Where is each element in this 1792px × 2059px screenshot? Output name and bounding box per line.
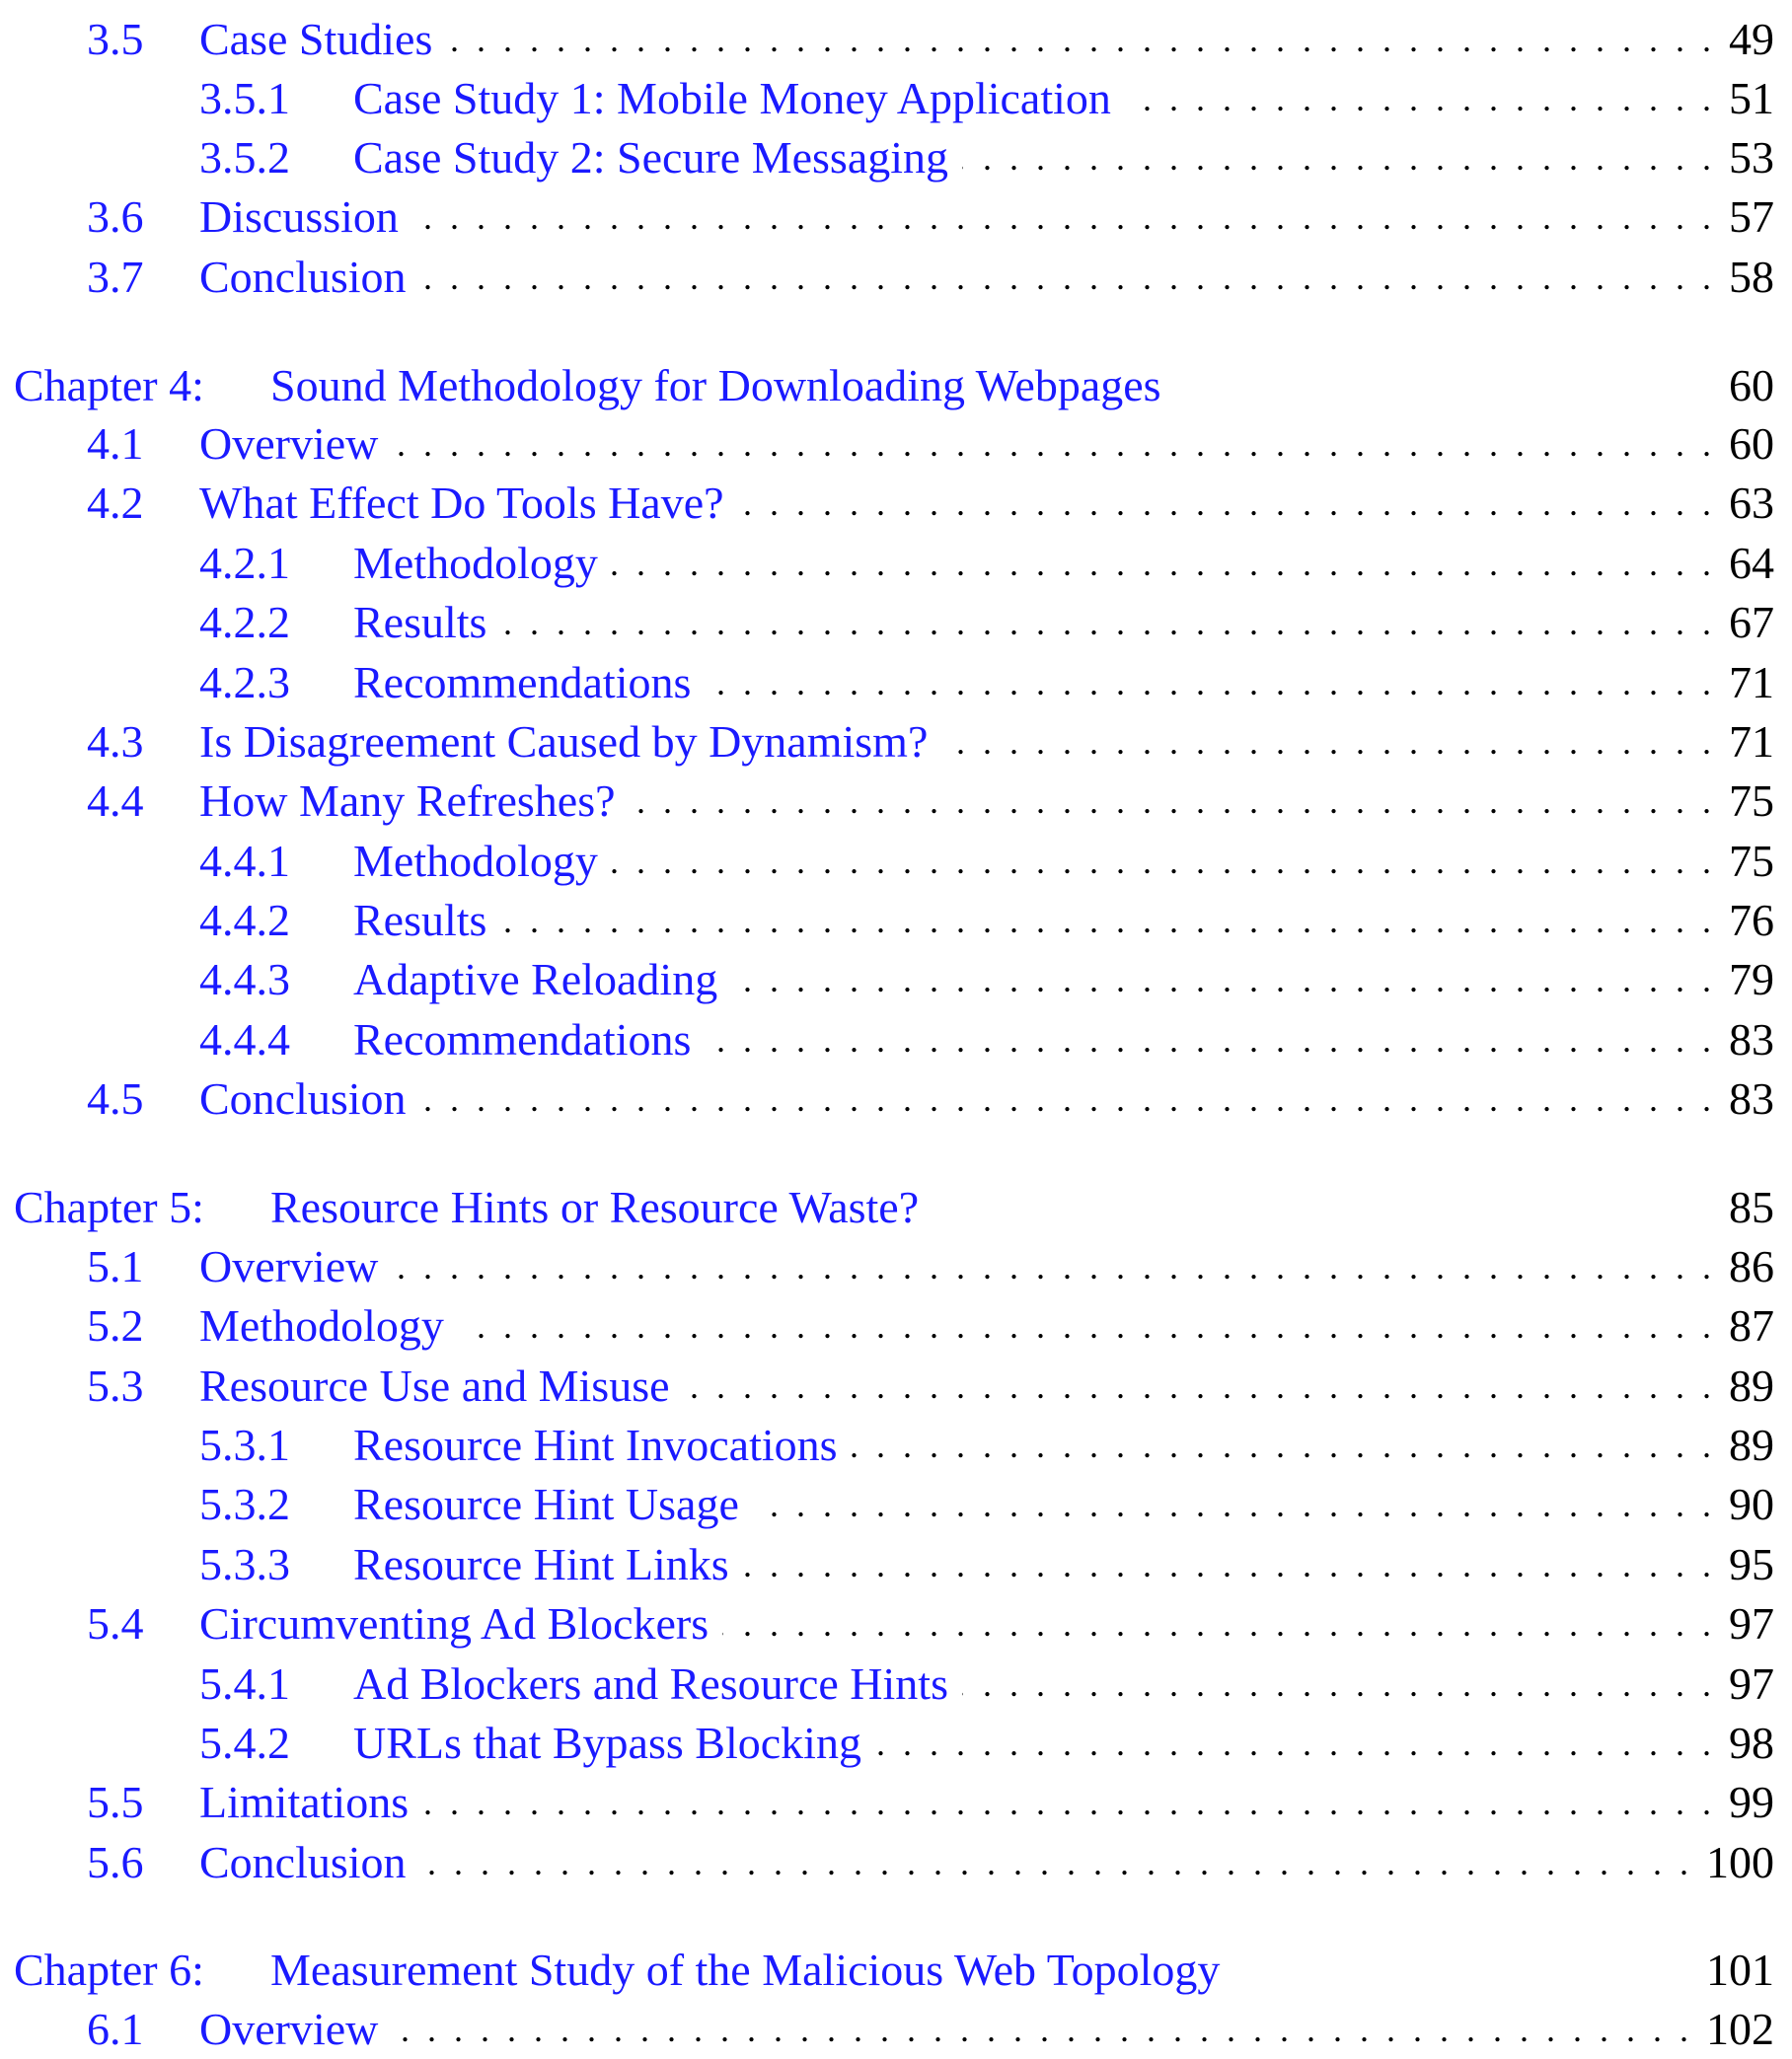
toc-entry-number[interactable]: 4.3 [87, 716, 144, 767]
dot-leader [446, 10, 1711, 69]
dot-leader [875, 1714, 1711, 1773]
toc-entry-number[interactable]: 5.5 [87, 1777, 144, 1827]
toc-entry-title[interactable]: Measurement Study of the Malicious Web Topology [270, 1945, 1221, 1995]
toc-entry-number[interactable]: 6.1 [87, 2004, 144, 2054]
toc-entry-page-number: 60 [1729, 418, 1774, 469]
toc-entry-number[interactable]: 4.2.3 [199, 657, 290, 707]
toc-section-entry[interactable] [0, 2000, 1792, 2059]
toc-section-entry[interactable] [0, 248, 1792, 307]
toc-entry-number[interactable]: 4.4.1 [199, 836, 290, 886]
toc-entry-title[interactable]: What Effect Do Tools Have? [199, 478, 724, 528]
dot-leader [422, 1773, 1711, 1832]
toc-entry-title[interactable]: Conclusion [199, 252, 407, 302]
toc-entry-number[interactable]: 4.4.2 [199, 895, 290, 945]
toc-entry-number[interactable]: 4.5 [87, 1073, 144, 1124]
toc-subsection-entry[interactable] [0, 1010, 1792, 1069]
toc-entry-page-number: 89 [1729, 1360, 1774, 1411]
dot-leader [420, 248, 1711, 307]
toc-entry-page-number: 90 [1729, 1479, 1774, 1529]
toc-entry-title[interactable]: Methodology [199, 1300, 444, 1351]
toc-subsection-entry[interactable] [0, 891, 1792, 950]
toc-subsection-entry[interactable] [0, 950, 1792, 1009]
toc-entry-page-number: 89 [1729, 1420, 1774, 1470]
toc-entry-title[interactable]: Case Study 2: Secure Messaging [353, 132, 949, 183]
toc-section-entry[interactable] [0, 1833, 1792, 1892]
toc-entry-number[interactable]: 3.7 [87, 252, 144, 302]
dot-leader [392, 1237, 1711, 1296]
toc-entry-title[interactable]: Adaptive Reloading [353, 954, 718, 1004]
dot-leader [420, 1833, 1688, 1892]
dot-leader [705, 653, 1711, 712]
toc-entry-number[interactable]: 3.5.2 [199, 132, 290, 183]
dot-leader [630, 772, 1711, 831]
toc-entry-page-number: 57 [1729, 191, 1774, 242]
toc-entry-title[interactable]: Overview [199, 2004, 379, 2054]
toc-section-entry[interactable] [0, 1773, 1792, 1832]
toc-entry-number[interactable]: 5.3 [87, 1360, 144, 1411]
toc-section-entry[interactable] [0, 712, 1792, 772]
toc-entry-number[interactable]: 5.4.2 [199, 1718, 290, 1768]
dot-leader [500, 593, 1711, 652]
toc-entry-page-number: 67 [1729, 597, 1774, 647]
dot-leader [941, 712, 1711, 772]
toc-entry-title[interactable]: Results [353, 597, 487, 647]
toc-entry-number[interactable]: 5.2 [87, 1300, 144, 1351]
dot-leader [753, 1475, 1711, 1534]
toc-subsection-entry[interactable] [0, 128, 1792, 187]
dot-leader [612, 832, 1711, 891]
dot-leader [705, 1010, 1711, 1069]
toc-entry-page-number: 49 [1729, 14, 1774, 64]
toc-entry-page-number: 79 [1729, 954, 1774, 1004]
toc-entry-number[interactable]: 5.4.1 [199, 1658, 290, 1709]
toc-entry-number[interactable]: 4.4 [87, 775, 144, 826]
dot-leader [743, 1535, 1711, 1594]
toc-subsection-entry[interactable] [0, 593, 1792, 652]
toc-entry-page-number: 83 [1729, 1014, 1774, 1065]
toc-entry-number[interactable]: 4.4.4 [199, 1014, 290, 1065]
toc-section-entry[interactable] [0, 1594, 1792, 1654]
toc-section-entry[interactable] [0, 1069, 1792, 1129]
toc-entry-page-number: 60 [1729, 360, 1774, 410]
toc-entry-number[interactable]: 3.5 [87, 14, 144, 64]
toc-entry-number[interactable]: 5.6 [87, 1837, 144, 1887]
toc-entry-number[interactable]: 4.2.2 [199, 597, 290, 647]
dot-leader [731, 950, 1711, 1009]
toc-entry-number[interactable]: 5.3.2 [199, 1479, 290, 1529]
toc-entry-title[interactable]: Circumventing Ad Blockers [199, 1598, 709, 1649]
toc-entry-page-number: 98 [1729, 1718, 1774, 1768]
toc-entry-title[interactable]: Sound Methodology for Downloading Webpages [270, 360, 1161, 410]
toc-subsection-entry[interactable] [0, 653, 1792, 712]
dot-leader [722, 1594, 1711, 1654]
dot-leader [684, 1357, 1711, 1416]
toc-entry-page-number: 75 [1729, 775, 1774, 826]
toc-entry-number[interactable]: 5.3.3 [199, 1539, 290, 1589]
toc-section-entry[interactable] [0, 772, 1792, 831]
toc-entry-page-number: 101 [1706, 1945, 1774, 1995]
toc-entry-title[interactable]: Methodology [353, 538, 598, 588]
toc-chapter-entry[interactable] [0, 1941, 1792, 2000]
toc-section-entry[interactable] [0, 474, 1792, 533]
toc-subsection-entry[interactable] [0, 1535, 1792, 1594]
toc-entry-number[interactable]: 3.5.1 [199, 73, 290, 123]
toc-entry-page-number: 97 [1729, 1598, 1774, 1649]
toc-entry-title[interactable]: Resource Hints or Resource Waste? [270, 1182, 920, 1232]
dot-leader [458, 1296, 1711, 1356]
toc-entry-page-number: 95 [1729, 1539, 1774, 1589]
toc-section-entry[interactable] [0, 1237, 1792, 1296]
toc-section-entry[interactable] [0, 10, 1792, 69]
toc-entry-number[interactable]: Chapter 5: [14, 1182, 204, 1232]
toc-entry-title[interactable]: Methodology [353, 836, 598, 886]
toc-entry-title[interactable]: Conclusion [199, 1073, 407, 1124]
toc-entry-title[interactable]: Resource Hint Usage [353, 1479, 739, 1529]
toc-entry-page-number: 51 [1729, 73, 1774, 123]
toc-entry-page-number: 99 [1729, 1777, 1774, 1827]
dot-leader [412, 187, 1711, 247]
dot-leader [1125, 69, 1711, 128]
toc-entry-page-number: 58 [1729, 252, 1774, 302]
toc-subsection-entry[interactable] [0, 534, 1792, 593]
toc-entry-title[interactable]: Conclusion [199, 1837, 407, 1887]
toc-entry-page-number: 83 [1729, 1073, 1774, 1124]
toc-entry-page-number: 102 [1706, 2004, 1774, 2054]
toc-entry-title[interactable]: Case Study 1: Mobile Money Application [353, 73, 1111, 123]
toc-entry-page-number: 100 [1706, 1837, 1774, 1887]
dot-leader [738, 474, 1711, 533]
toc-entry-page-number: 85 [1729, 1182, 1774, 1232]
toc-entry-title[interactable]: Overview [199, 1241, 379, 1291]
toc-entry-title[interactable]: Discussion [199, 191, 399, 242]
toc-entry-number[interactable]: 4.4.3 [199, 954, 290, 1004]
toc-entry-number[interactable]: 3.6 [87, 191, 144, 242]
toc-entry-number[interactable]: 4.2.1 [199, 538, 290, 588]
toc-entry-page-number: 97 [1729, 1658, 1774, 1709]
toc-entry-title[interactable]: Recommendations [353, 657, 692, 707]
toc-entry-title[interactable]: Resource Use and Misuse [199, 1360, 670, 1411]
toc-entry-page-number: 71 [1729, 716, 1774, 767]
toc-entry-page-number: 87 [1729, 1300, 1774, 1351]
dot-leader [852, 1416, 1711, 1475]
toc-section-entry[interactable] [0, 414, 1792, 474]
toc-subsection-entry[interactable] [0, 1475, 1792, 1534]
toc-entry-title[interactable]: How Many Refreshes? [199, 775, 616, 826]
dot-leader [612, 534, 1711, 593]
toc-entry-page-number: 53 [1729, 132, 1774, 183]
toc-chapter-entry[interactable] [0, 356, 1792, 415]
dot-leader [392, 2000, 1688, 2059]
toc-entry-page-number: 63 [1729, 478, 1774, 528]
toc-entry-title[interactable]: Resource Hint Links [353, 1539, 729, 1589]
toc-entry-number[interactable]: 4.2 [87, 478, 144, 528]
toc-entry-number[interactable]: 5.4 [87, 1598, 144, 1649]
toc-subsection-entry[interactable] [0, 1655, 1792, 1714]
dot-leader [962, 1655, 1711, 1714]
toc-section-entry[interactable] [0, 1296, 1792, 1356]
toc-entry-title[interactable]: Is Disagreement Caused by Dynamism? [199, 716, 929, 767]
toc-entry-title[interactable]: Overview [199, 418, 379, 469]
toc-subsection-entry[interactable] [0, 1416, 1792, 1475]
toc-section-entry[interactable] [0, 1357, 1792, 1416]
dot-leader [500, 891, 1711, 950]
toc-entry-page-number: 75 [1729, 836, 1774, 886]
toc-entry-page-number: 76 [1729, 895, 1774, 945]
toc-chapter-entry[interactable] [0, 1178, 1792, 1237]
dot-leader [392, 414, 1711, 474]
toc-entry-title[interactable]: Resource Hint Invocations [353, 1420, 838, 1470]
toc-subsection-entry[interactable] [0, 1714, 1792, 1773]
toc-entry-number[interactable]: Chapter 4: [14, 360, 204, 410]
toc-entry-page-number: 64 [1729, 538, 1774, 588]
toc-entry-page-number: 71 [1729, 657, 1774, 707]
toc-entry-number[interactable]: Chapter 6: [14, 1945, 204, 1995]
toc-entry-title[interactable]: URLs that Bypass Blocking [353, 1718, 861, 1768]
toc-entry-title[interactable]: Recommendations [353, 1014, 692, 1065]
toc-entry-title[interactable]: Ad Blockers and Resource Hints [353, 1658, 948, 1709]
toc-entry-number[interactable]: 4.1 [87, 418, 144, 469]
toc-subsection-entry[interactable] [0, 832, 1792, 891]
toc-entry-number[interactable]: 5.3.1 [199, 1420, 290, 1470]
toc-entry-title[interactable]: Limitations [199, 1777, 410, 1827]
toc-entry-number[interactable]: 5.1 [87, 1241, 144, 1291]
toc-entry-page-number: 86 [1729, 1241, 1774, 1291]
toc-section-entry[interactable] [0, 187, 1792, 247]
toc-entry-title[interactable]: Case Studies [199, 14, 433, 64]
dot-leader [962, 128, 1711, 187]
toc-subsection-entry[interactable] [0, 69, 1792, 128]
dot-leader [420, 1069, 1711, 1129]
toc-entry-title[interactable]: Results [353, 895, 487, 945]
